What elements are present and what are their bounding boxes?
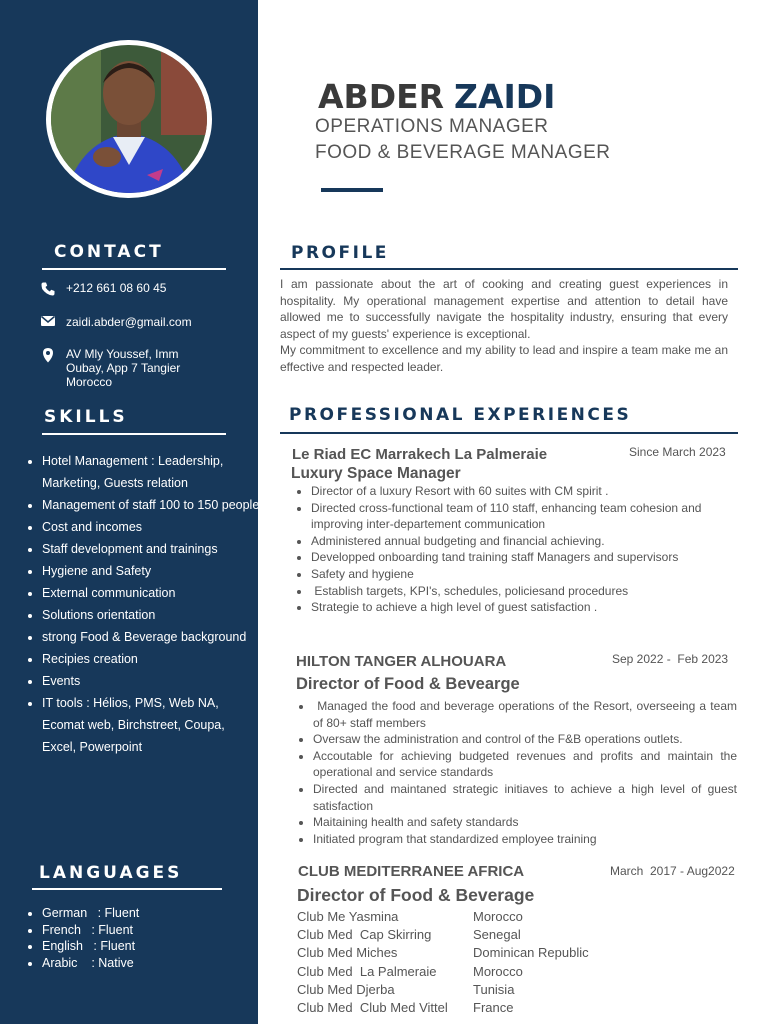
- address-line: Oubay, App 7 Tangier: [66, 361, 181, 375]
- language-item: • English : Fluent: [42, 938, 242, 955]
- contact-divider: [42, 268, 226, 270]
- skill-item: • Management of staff 100 to 150 people: [42, 494, 262, 516]
- club-row: [297, 981, 589, 999]
- skill-item: • Events: [42, 670, 262, 692]
- language-item: • French : Fluent: [42, 922, 242, 939]
- profile-paragraph: I am passionate about the art of cooking and creating guest experiences in hospitality. My operational management expertise and attention to detail have allowed me to successfully navigate the hospitality industry, ensuring that every aspect of my guests' experience is exceptional.: [280, 277, 728, 341]
- skill-item: • Solutions orientation: [42, 604, 262, 626]
- skill-item: • strong Food & Beverage background: [42, 626, 262, 648]
- language-item: • Arabic : Native: [42, 955, 242, 972]
- duty-item: • Directed and maintaned strategic initiaves to achieve a high level of guest satisfaction: [313, 781, 737, 814]
- job-title-line: OPERATIONS MANAGER: [315, 116, 549, 137]
- phone-number: +212 661 08 60 45: [66, 281, 167, 295]
- job-company: CLUB MEDITERRANEE AFRICA: [298, 863, 525, 880]
- club-name: Club Me Yasmina: [297, 909, 399, 924]
- job-title-line: FOOD & BEVERAGE MANAGER: [315, 142, 611, 163]
- experience-divider: [280, 432, 738, 434]
- language-item: • German : Fluent: [42, 905, 242, 922]
- email-icon: [40, 313, 56, 329]
- full-name: [318, 78, 555, 116]
- profile-summary: [280, 276, 728, 376]
- club-row: [297, 926, 589, 944]
- profile-photo: [46, 40, 212, 198]
- job-company: Le Riad EC Marrakech La Palmeraie: [292, 446, 548, 463]
- duty-item: • Directed cross-functional team of 110 staff, enhancing team cohesion and improving inter-departement communication: [311, 500, 741, 533]
- club-row: [297, 944, 589, 962]
- skill-item: • Recipies creation: [42, 648, 262, 670]
- location-pin-icon: [40, 347, 56, 363]
- club-name: Club Med Cap Skirring: [297, 927, 432, 943]
- duty-item: • Strategie to achieve a high level of guest satisfaction .: [311, 599, 741, 616]
- club-name: Club Med Djerba: [297, 981, 395, 997]
- contact-heading: CONTACT: [54, 242, 164, 262]
- club-country: Morocco: [473, 963, 523, 979]
- job-title: Luxury Space Manager: [291, 465, 461, 482]
- first-name: ABDER: [318, 77, 445, 116]
- skill-item: • Cost and incomes: [42, 516, 262, 538]
- duty-item: • Safety and hygiene: [311, 566, 741, 583]
- club-row: [297, 999, 589, 1017]
- skill-item: • Hygiene and Safety: [42, 560, 262, 582]
- duty-item: • Oversaw the administration and control of the F&B operations outlets.: [313, 731, 737, 748]
- duty-item: • Administered annual budgeting and financial achieving.: [311, 533, 741, 550]
- languages-heading: LANGUAGES: [39, 863, 183, 883]
- club-country: Dominican Republic: [473, 945, 589, 961]
- address-line: AV Mly Youssef, Imm: [66, 347, 179, 361]
- club-name: Club Med La Palmeraie: [297, 963, 437, 979]
- club-name: Club Med Club Med Vittel: [297, 1000, 448, 1016]
- job-date: Sep 2022 - Feb 2023: [612, 652, 729, 666]
- address: [66, 347, 180, 389]
- duty-item: • Maitaining health and safety standards: [313, 814, 737, 831]
- last-name: ZAIDI: [454, 77, 556, 116]
- email-address: zaidi.abder@gmail.com: [66, 315, 192, 329]
- duty-item: • Director of a luxury Resort with 60 suites with CM spirit .: [311, 483, 741, 500]
- duty-item: • Developped onboarding tand training staff Managers and supervisors: [311, 549, 741, 566]
- profile-paragraph: My commitment to excellence and my ability to lead and inspire a team make me an effective and respected leader.: [280, 343, 728, 374]
- experience-heading: PROFESSIONAL EXPERIENCES: [289, 405, 632, 425]
- skills-heading: SKILLS: [44, 407, 128, 427]
- club-name: Club Med Miches: [297, 945, 398, 961]
- job-date: Since March 2023: [629, 445, 726, 459]
- languages-list: [22, 905, 242, 971]
- address-line: Morocco: [66, 375, 113, 389]
- club-country: Senegal: [473, 927, 521, 943]
- phone-icon: [40, 281, 56, 297]
- job-duties: [293, 698, 741, 847]
- job-title: Director of Food & Bevearge: [296, 675, 520, 693]
- skill-item: • IT tools : Hélios, PMS, Web NA, Ecomat web, Birchstreet, Coupa, Excel, Powerpoint: [42, 692, 262, 758]
- duty-item: • Accoutable for achieving budgeted revenues and profits and maintain the operational and service standards: [313, 748, 737, 781]
- job-date: March 2017 - Aug2022: [610, 864, 735, 878]
- duty-item: • Managed the food and beverage operations of the Resort, overseeing a team of 80+ staff members: [313, 698, 737, 731]
- club-row: [297, 963, 589, 981]
- club-country: Tunisia: [473, 981, 515, 997]
- skill-item: • External communication: [42, 582, 262, 604]
- job-title: Director of Food & Beverage: [297, 885, 535, 905]
- skill-item: • Hotel Management : Leadership, Marketing, Guests relation: [42, 450, 262, 494]
- profile-heading: PROFILE: [291, 243, 389, 263]
- profile-divider: [280, 268, 738, 270]
- sidebar: [0, 0, 258, 1024]
- skills-list: [22, 450, 262, 758]
- club-country: France: [473, 1000, 514, 1016]
- club-list: [297, 908, 589, 1017]
- club-row: [297, 908, 589, 926]
- job-company: HILTON TANGER ALHOUARA: [296, 653, 507, 670]
- skills-divider: [42, 433, 226, 435]
- duty-item: • Initiated program that standardized employee training: [313, 831, 737, 848]
- accent-bar: [321, 188, 383, 192]
- skill-item: • Staff development and trainings: [42, 538, 262, 560]
- job-duties: [291, 483, 741, 616]
- profile-photo-image: [51, 45, 207, 193]
- duty-item: • Establish targets, KPI's, schedules, policiesand procedures: [311, 583, 741, 600]
- club-country: Morocco: [473, 909, 523, 924]
- languages-divider: [32, 888, 222, 890]
